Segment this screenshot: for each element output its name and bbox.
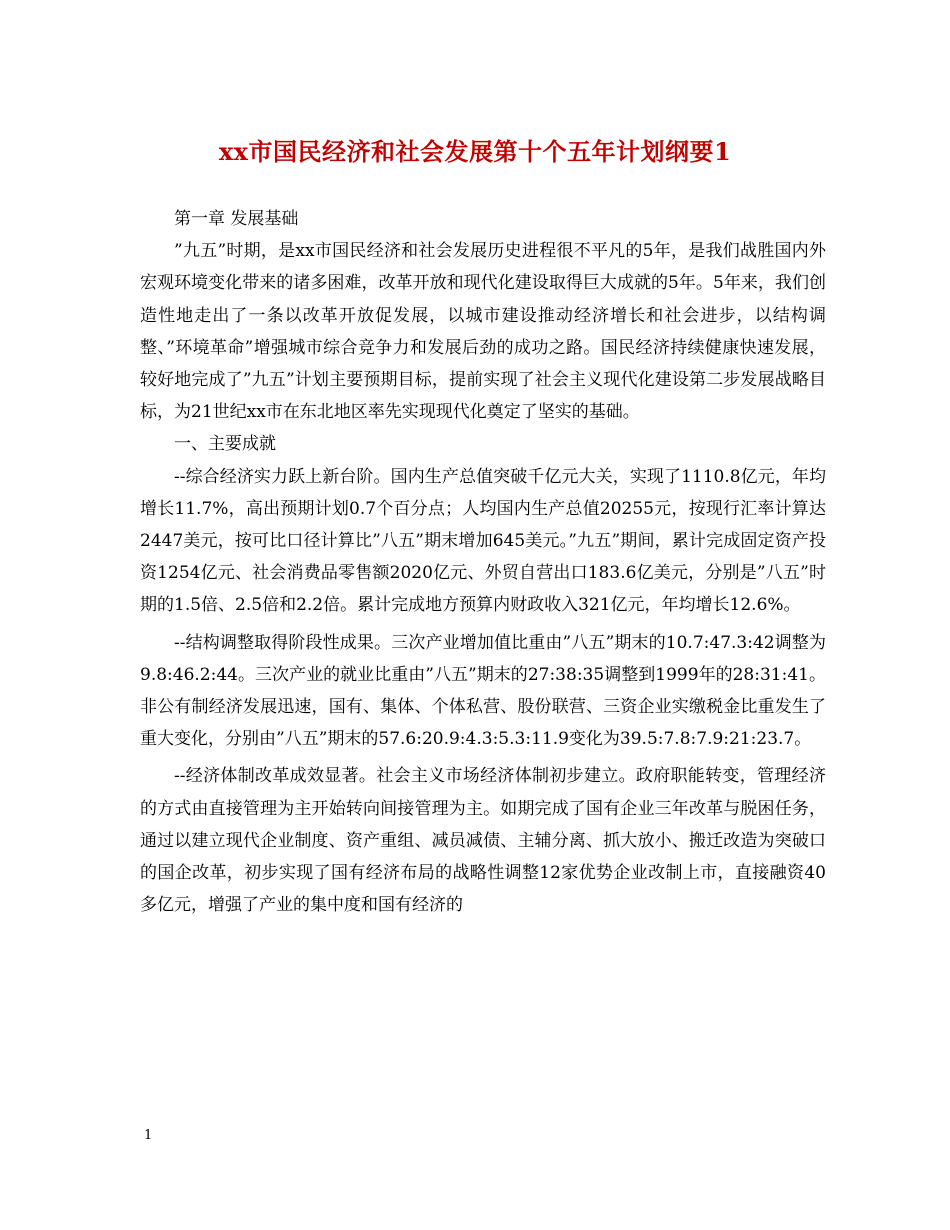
paragraph-structure: --结构调整取得阶段性成果。三次产业增加值比重由”八五”期末的10.7:47.3:42调整为9.8:46.2:44。三次产业的就业比重由”八五”期末的27:38:35调整到1999年的28:31:41。非公有制经济发展迅速，国有、集体、个体私营、股份联营、三资企业实缴税金比重发生了重大变化，分别由”八五”期末的57.6:20.9:4.3:5.3:11.9变化为39.5:7.8:7.9:21:23.7。 [140, 632, 826, 750]
document-body [140, 203, 826, 921]
document-title: xx市国民经济和社会发展第十个五年计划纲要1 [218, 137, 732, 166]
page-number: 1 [144, 1128, 153, 1143]
chapter-heading: 第一章 发展基础 [174, 209, 299, 229]
paragraph-economy: --综合经济实力跃上新台阶。国内生产总值突破千亿元大关，实现了1110.8亿元，年均增长11.7%，高出预期计划0.7个百分点；人均国内生产总值20255元，按现行汇率计算达2447美元，按可比口径计算比”八五”期末增加645美元。”九五”期间，累计完成固定资产投资1254亿元、社会消费品零售额2020亿元、外贸自营出口183.6亿美元，分别是”八五”时期的1.5倍、2.5倍和2.2倍。累计完成地方预算内财政收入321亿元，年均增长12.6%。 [140, 466, 826, 616]
paragraph-intro: ”九五”时期，是xx市国民经济和社会发展历史进程很不平凡的5年，是我们战胜国内外宏观环境变化带来的诸多困难，改革开放和现代化建设取得巨大成就的5年。5年来，我们创造性地走出了一条以改革开放促发展，以城市建设推动经济增长和社会进步，以结构调整、”环境革命”增强城市综合竞争力和发展后劲的成功之路。国民经济持续健康快速发展，较好地完成了”九五”计划主要预期目标，提前实现了社会主义现代化建设第二步发展战略目标，为21世纪xx市在东北地区率先实现现代化奠定了坚实的基础。 [140, 241, 826, 423]
paragraph-reform: --经济体制改革成效显著。社会主义市场经济体制初步建立。政府职能转变，管理经济的方式由直接管理为主开始转向间接管理为主。如期完成了国有企业三年改革与脱困任务，通过以建立现代企业制度、资产重组、减员减债、主辅分离、抓大放小、搬迁改造为突破口的国企改革，初步实现了国有经济布局的战略性调整12家优势企业改制上市，直接融资40多亿元，增强了产业的集中度和国有经济的 [140, 766, 826, 916]
section-heading: 一、主要成就 [174, 434, 276, 455]
